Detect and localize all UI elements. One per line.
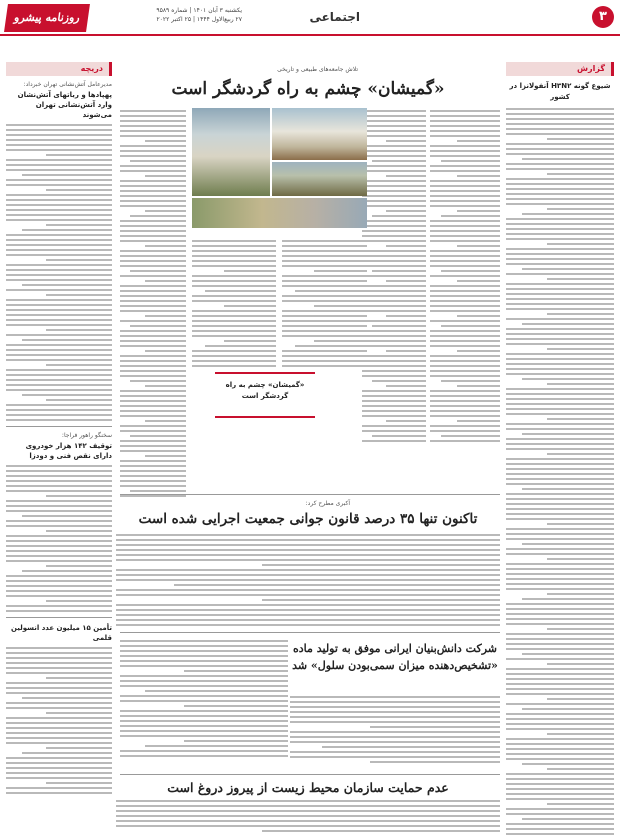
main-kicker: تلاش جامعه‌های طبیعی و تاریخی — [277, 66, 358, 73]
main-text-col-2 — [362, 110, 426, 445]
article2-headline: تاکنون تنها ۳۵ درصد قانون جوانی جمعیت اجرایی شده است — [138, 511, 478, 527]
date-line — [92, 6, 242, 24]
article4-headline: عدم حمایت سازمان محیط زیست از پیروز دروغ است — [167, 780, 449, 795]
article3-headline: شرکت دانش‌بنیان ایرانی موفق به تولید ماده «تشخیص‌دهنده میزان سمی‌بودن سلول» شد — [292, 642, 498, 672]
newspaper-logo: روزنامه پیشرو — [4, 4, 90, 32]
wetland-photo-1 — [192, 108, 270, 196]
separator-1 — [120, 494, 500, 495]
separator-3 — [120, 774, 500, 775]
date-line-persian: یکشنبه ۳ آبان ۱۴۰۱ | شماره ۹۵۸۹ — [156, 7, 242, 14]
item1-subtitle: مدیرعامل آتش‌نشانی تهران خبرداد: — [23, 81, 112, 88]
wetland-photo-3 — [272, 162, 367, 196]
item3-body — [6, 647, 112, 794]
item2-headline: توقیف ۱۴۲ هزار خودروی دارای نقص فنی و دودزا — [25, 442, 112, 460]
left-separator-1 — [6, 426, 112, 427]
pull-quote: «گمیشان» چشم به راه گردشگر است — [215, 372, 315, 418]
main-headline: «گمیشان» چشم به راه گردشگر است — [171, 79, 445, 99]
article4-body — [116, 800, 500, 835]
left-separator-2 — [6, 617, 112, 618]
item2-body — [6, 465, 112, 612]
right-column-headline: شیوع گونه H۳N۲ آنفولانزا در کشور — [509, 82, 611, 101]
separator-2 — [120, 632, 500, 633]
item1-body — [6, 124, 112, 421]
page-header — [0, 0, 620, 36]
main-text-col-3 — [192, 240, 276, 370]
article3-body — [290, 696, 500, 766]
report-tag: گزارش — [506, 62, 614, 76]
right-column-body — [506, 108, 614, 837]
item2-subtitle: سخنگو راهور فراجا: — [61, 432, 112, 439]
wetland-photo-2 — [272, 108, 367, 160]
wetland-photo-4 — [192, 198, 367, 228]
item3-headline: تأمین ۱۵ میلیون عدد انسولین قلمی — [10, 624, 112, 642]
window-tag: دریچه — [6, 62, 112, 76]
main-text-col-4 — [282, 240, 367, 370]
article2-body — [116, 534, 500, 629]
article2-kicker: آکبری مطرح کرد: — [305, 500, 350, 507]
item1-headline: پهپادها و رباتهای آتش‌نشان وارد آتش‌نشانی تهران می‌شوند — [17, 91, 112, 119]
right-column — [506, 62, 614, 837]
left-column — [6, 62, 112, 797]
article3-body-left — [120, 640, 288, 760]
main-text-col-5 — [120, 110, 186, 500]
photo-collage — [192, 108, 367, 228]
page-number: ۳ — [592, 6, 614, 28]
section-title: اجتماعی — [309, 10, 360, 24]
date-line-other: ۲۷ ربیع‌الاول ۱۴۴۴ | ۲۵ اکتبر ۲۰۲۲ — [156, 16, 242, 23]
main-text-col-1 — [430, 110, 500, 445]
